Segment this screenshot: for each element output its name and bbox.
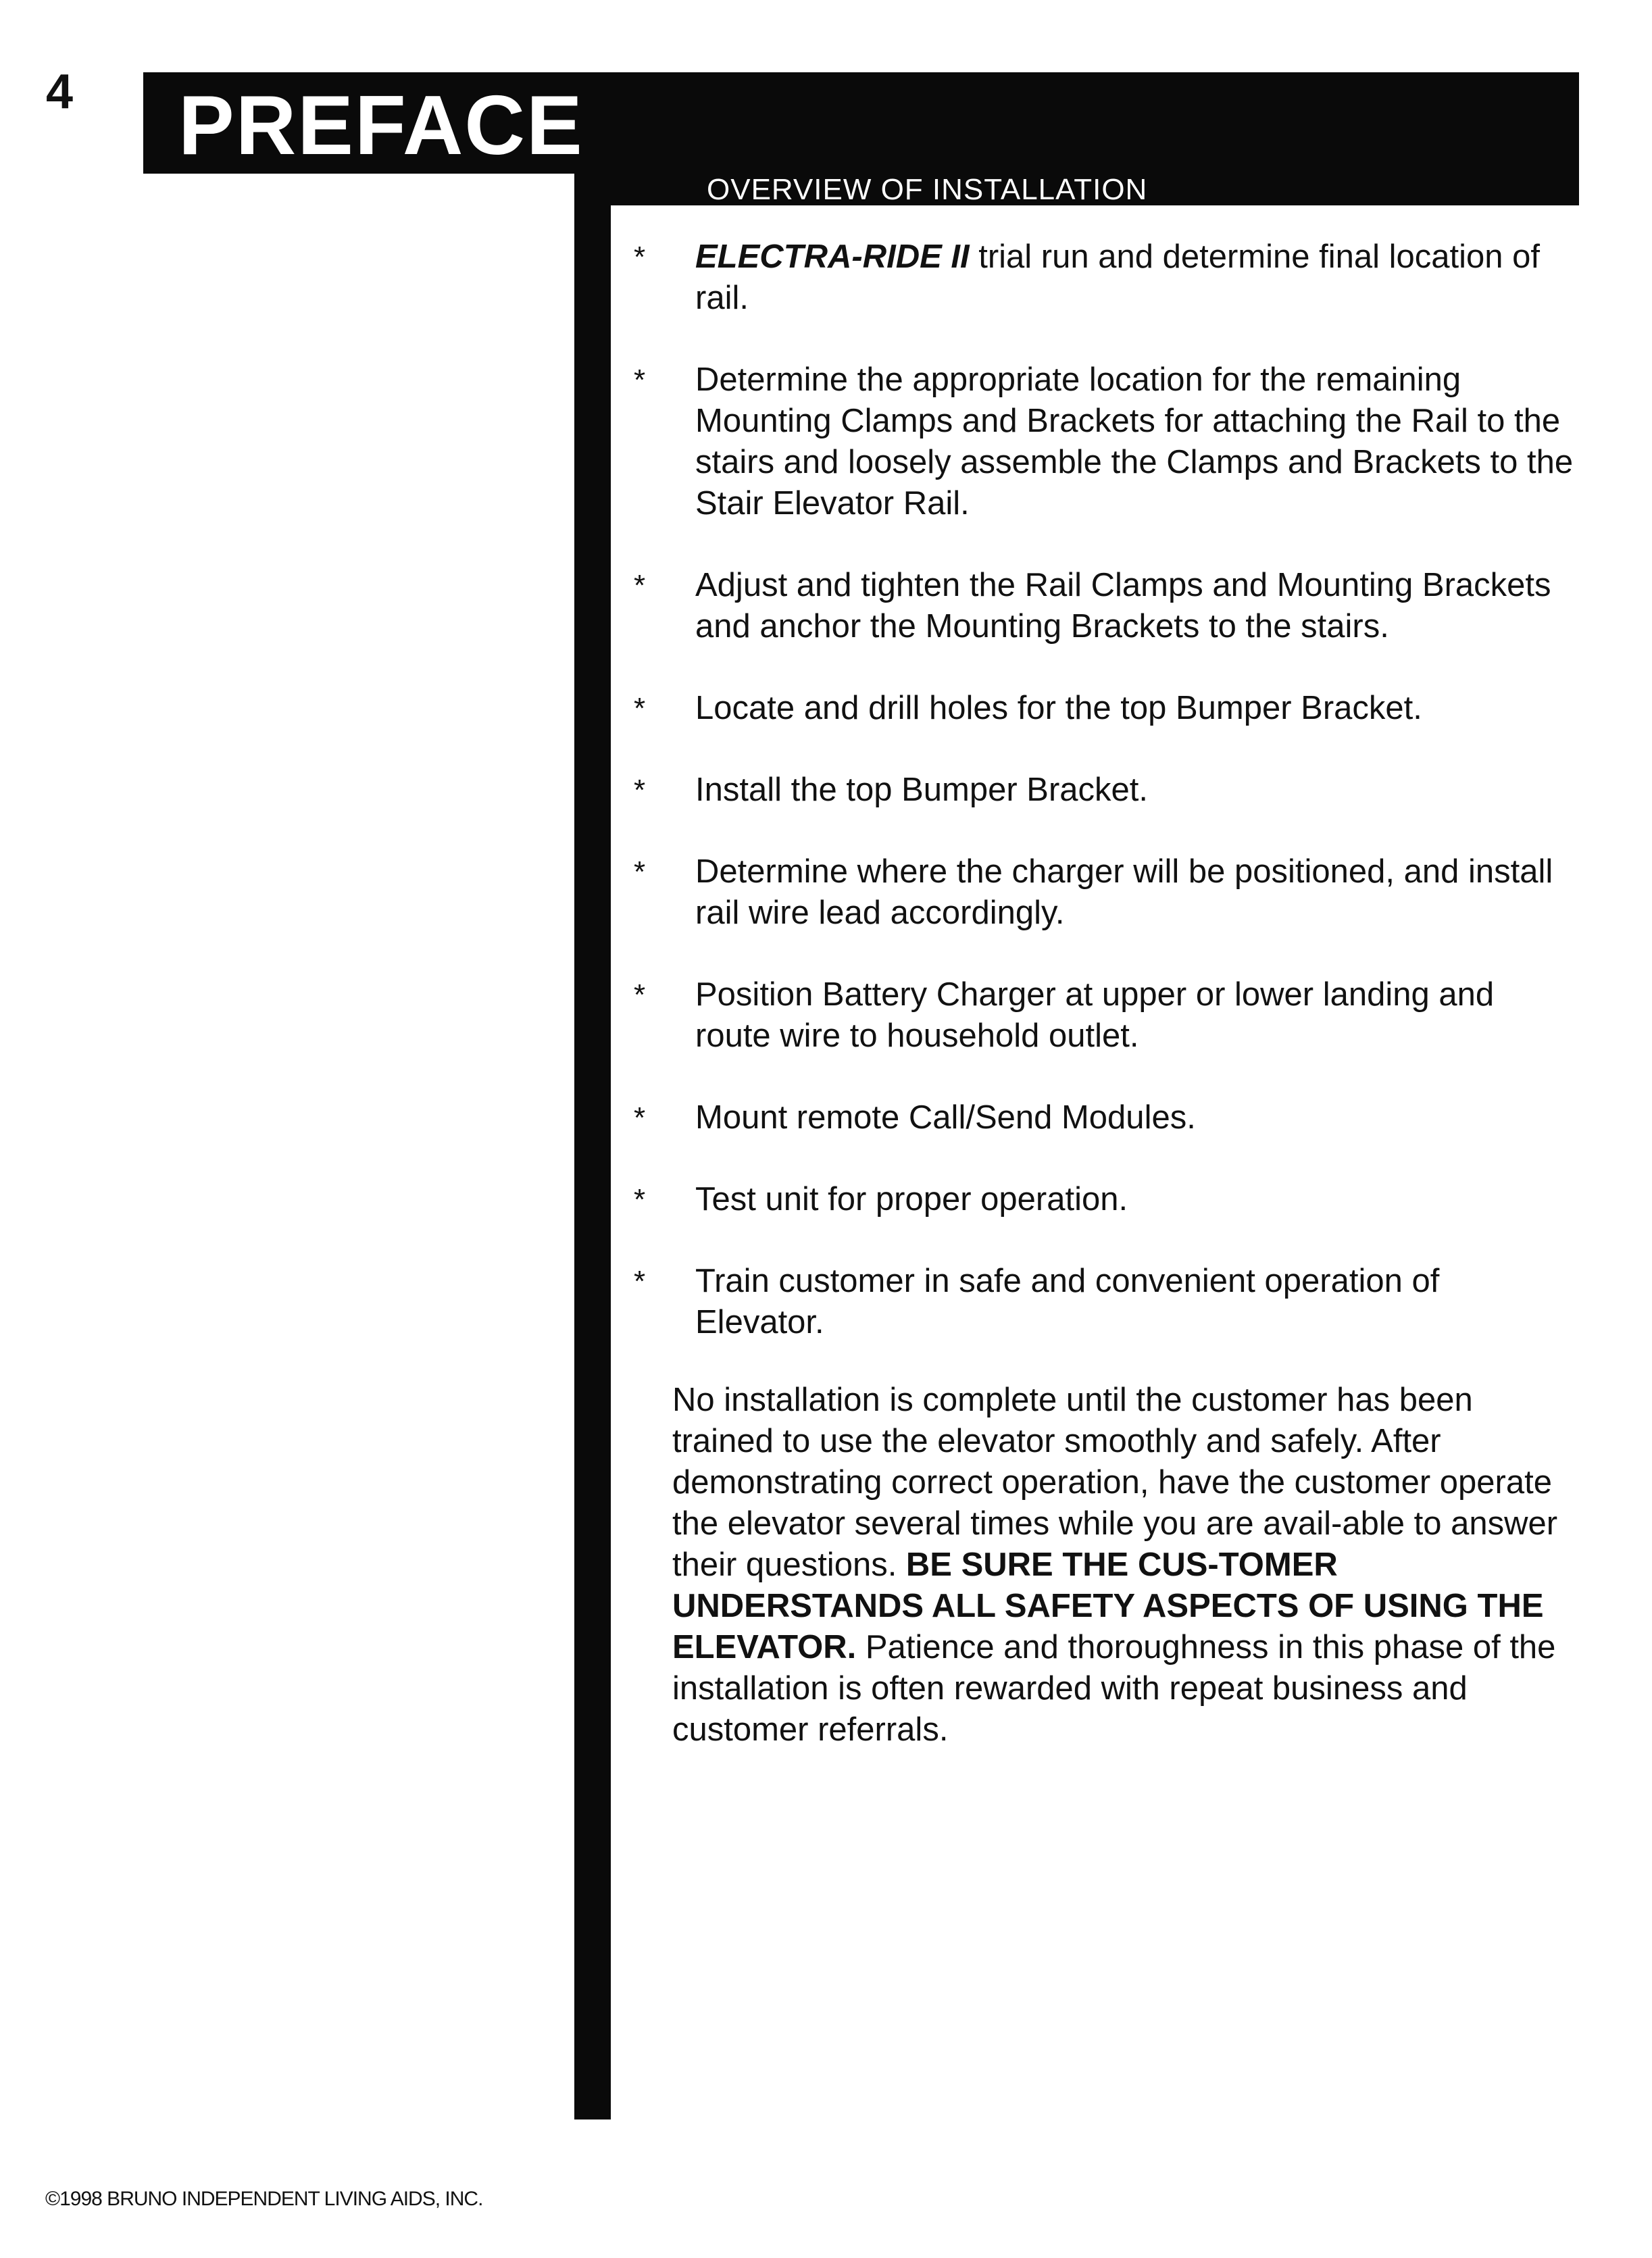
list-item [628, 688, 1574, 729]
copyright-footer: ©1998 BRUNO INDEPENDENT LIVING AIDS, INC. [45, 2188, 483, 2210]
bullet-icon: * [634, 774, 646, 807]
step-text: trial run and determine final location of rail. [695, 239, 1540, 316]
bullet-icon: * [634, 1265, 646, 1298]
list-item [628, 359, 1574, 524]
list-item [628, 974, 1574, 1057]
bullet-icon: * [634, 363, 646, 397]
bullet-icon: * [634, 1101, 646, 1134]
step-text: Determine where the charger will be positioned, and install rail wire lead accordingly. [695, 853, 1553, 931]
step-text: Test unit for proper operation. [695, 1181, 1128, 1218]
title-bar [143, 72, 1579, 174]
bullet-icon: * [634, 1183, 646, 1216]
page-number: 4 [46, 65, 74, 119]
section-heading: OVERVIEW OF INSTALLATION [707, 173, 1148, 206]
vertical-divider [574, 174, 611, 2119]
list-item [628, 1179, 1574, 1220]
bullet-icon: * [634, 569, 646, 602]
list-item [628, 565, 1574, 647]
list-item [628, 1097, 1574, 1138]
step-text: Install the top Bumper Bracket. [695, 772, 1148, 808]
bullet-icon: * [634, 978, 646, 1011]
product-name: ELECTRA-RIDE II [695, 239, 970, 275]
step-text: Train customer in safe and convenient operation of Elevator. [695, 1263, 1440, 1340]
section-header-bar [574, 174, 1579, 205]
list-item [628, 770, 1574, 811]
step-text: Determine the appropriate location for the remaining Mounting Clamps and Brackets for attaching the Rail to the stairs and loosely assemble the Clamps and Brackets to the Stair Elevator Rail. [695, 361, 1574, 522]
installation-steps [628, 236, 1574, 1343]
list-item [628, 236, 1574, 319]
list-item [628, 851, 1574, 934]
closing-text: No installation is complete until the customer has been trained to use the elevator smoothly and safely. After demonstrating correct operation, have the customer operate the elevator several times while you are avail-able to answer their questions. [672, 1382, 1558, 1583]
safety-warning: BE SURE THE CUS-TOMER UNDERSTANDS ALL SAFETY ASPECTS OF USING THE ELEVATOR. [672, 1547, 1544, 1665]
closing-paragraph [628, 1380, 1564, 1751]
list-item [628, 1261, 1574, 1343]
bullet-icon: * [634, 241, 646, 274]
bullet-icon: * [634, 692, 646, 725]
page-title: PREFACE [178, 79, 584, 172]
step-text: Adjust and tighten the Rail Clamps and Mounting Brackets and anchor the Mounting Brackets to the stairs. [695, 567, 1551, 645]
step-text: Locate and drill holes for the top Bumper Bracket. [695, 690, 1422, 726]
closing-text-end: Patience and thoroughness in this phase of the installation is often rewarded with repeat business and customer referrals. [672, 1629, 1556, 1748]
installation-overview [628, 236, 1574, 1751]
bullet-icon: * [634, 855, 646, 888]
step-text: Mount remote Call/Send Modules. [695, 1099, 1196, 1136]
step-text: Position Battery Charger at upper or lower landing and route wire to household outlet. [695, 976, 1495, 1054]
